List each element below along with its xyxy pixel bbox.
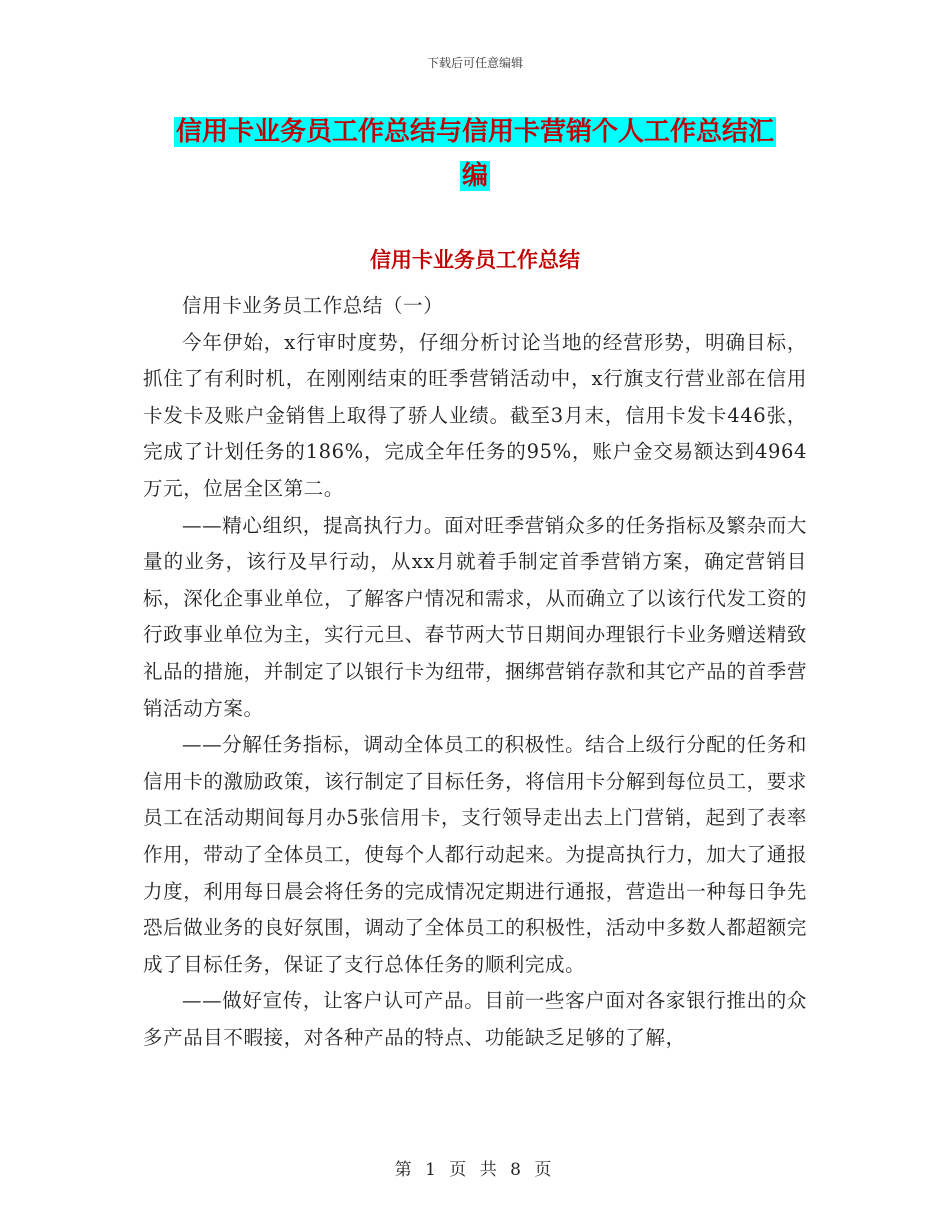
paragraph: 今年伊始，x行审时度势，仔细分析讨论当地的经营形势，明确目标，抓住了有利时机，在刚刚结束的旺季营销活动中，x行旗支行营业部在信用卡发卡及账户金销售上取得了骄人业绩。截至3月末，信用卡发卡446张，完成了计划任务的186%，完成全年任务的95%，账户金交易额达到4964万元，位居全区第二。 bbox=[143, 330, 807, 500]
page-footer: 第 1 页 共 8 页 bbox=[394, 1160, 556, 1180]
section-heading: 信用卡业务员工作总结（一） bbox=[182, 294, 444, 317]
paragraph: ——分解任务指标，调动全体员工的积极性。结合上级行分配的任务和信用卡的激励政策，该行制定了目标任务，将信用卡分解到每位员工，要求员工在活动期间每月办5张信用卡，支行领导走出去上门营销，起到了表率作用，带动了全体员工，使每个人都行动起来。为提高执行力，加大了通报力度，利用每日晨会将任务的完成情况定期进行通报，营造出一种每日争先恐后做业务的良好氛围，调动了全体员工的积极性，活动中多数人都超额完成了目标任务，保证了支行总体任务的顺利完成。 bbox=[143, 733, 807, 976]
paragraph: ——精心组织，提高执行力。面对旺季营销众多的任务指标及繁杂而大量的业务，该行及早行动，从xx月就着手制定首季营销方案，确定营销目标，深化企事业单位，了解客户情况和需求，从而确立了以该行代发工资的行政事业单位为主，实行元旦、春节两大节日期间办理银行卡业务赠送精致礼品的措施，并制定了以银行卡为纽带，捆绑营销存款和其它产品的首季营销活动方案。 bbox=[143, 513, 807, 720]
section-title: 信用卡业务员工作总结 bbox=[370, 248, 580, 272]
document-title-line1: 信用卡业务员工作总结与信用卡营销个人工作总结汇 bbox=[175, 117, 774, 147]
page-header-note: 下载后可任意编辑 bbox=[426, 56, 523, 70]
paragraph: ——做好宣传，让客户认可产品。目前一些客户面对各家银行推出的众多产品目不暇接，对各种产品的特点、功能缺乏足够的了解， bbox=[143, 989, 807, 1049]
body-text bbox=[143, 288, 807, 1056]
document-title-line2: 编 bbox=[461, 161, 488, 191]
document-title bbox=[0, 110, 950, 198]
